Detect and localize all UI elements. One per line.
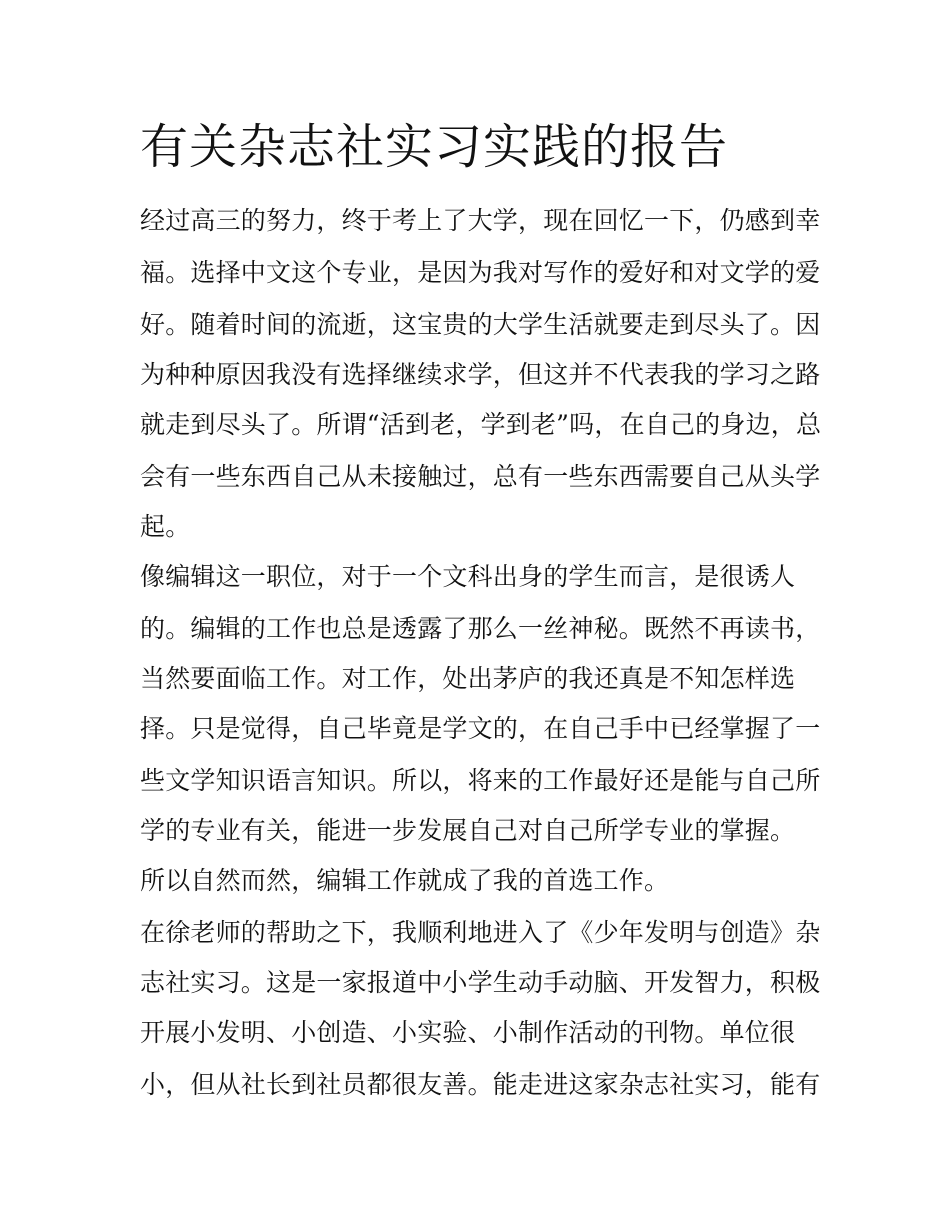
- body-line: 好。随着时间的流逝，这宝贵的大学生活就要走到尽头了。因: [140, 310, 821, 339]
- body-line: 小，但从社长到社员都很友善。能走进这家杂志社实习，能有: [140, 1070, 821, 1099]
- body-line: 像编辑这一职位，对于一个文科出身的学生而言，是很诱人: [140, 562, 796, 591]
- body-line: 择。只是觉得，自己毕竟是学文的，在自己手中已经掌握了一: [140, 714, 821, 743]
- body-line: 起。: [140, 512, 191, 541]
- body-line: 志社实习。这是一家报道中小学生动手动脑、开发智力，积极: [140, 968, 821, 997]
- body-line: 会有一些东西自己从未接触过，总有一些东西需要自己从头学: [140, 462, 821, 491]
- body-line: 就走到尽头了。所谓“活到老，学到老”吗，在自己的身边，总: [140, 410, 822, 439]
- body-line: 些文学知识语言知识。所以，将来的工作最好还是能与自己所: [140, 766, 821, 795]
- document-title: 有关杂志社实习实践的报告: [140, 119, 729, 175]
- body-line: 学的专业有关，能进一步发展自己对自己所学专业的掌握。: [140, 816, 796, 845]
- body-line: 福。选择中文这个专业，是因为我对写作的爱好和对文学的爱: [140, 258, 821, 287]
- body-line: 所以自然而然，编辑工作就成了我的首选工作。: [140, 866, 670, 895]
- body-line: 开展小发明、小创造、小实验、小制作活动的刊物。单位很: [140, 1018, 796, 1047]
- body-line: 为种种原因我没有选择继续求学，但这并不代表我的学习之路: [140, 360, 821, 389]
- body-line: 在徐老师的帮助之下，我顺利地进入了《少年发明与创造》杂: [140, 918, 821, 947]
- body-line: 当然要面临工作。对工作，处出茅庐的我还真是不知怎样选: [140, 664, 796, 693]
- body-line: 的。编辑的工作也总是透露了那么一丝神秘。既然不再读书，: [140, 614, 821, 643]
- body-line: 经过高三的努力，终于考上了大学，现在回忆一下，仍感到幸: [140, 206, 821, 235]
